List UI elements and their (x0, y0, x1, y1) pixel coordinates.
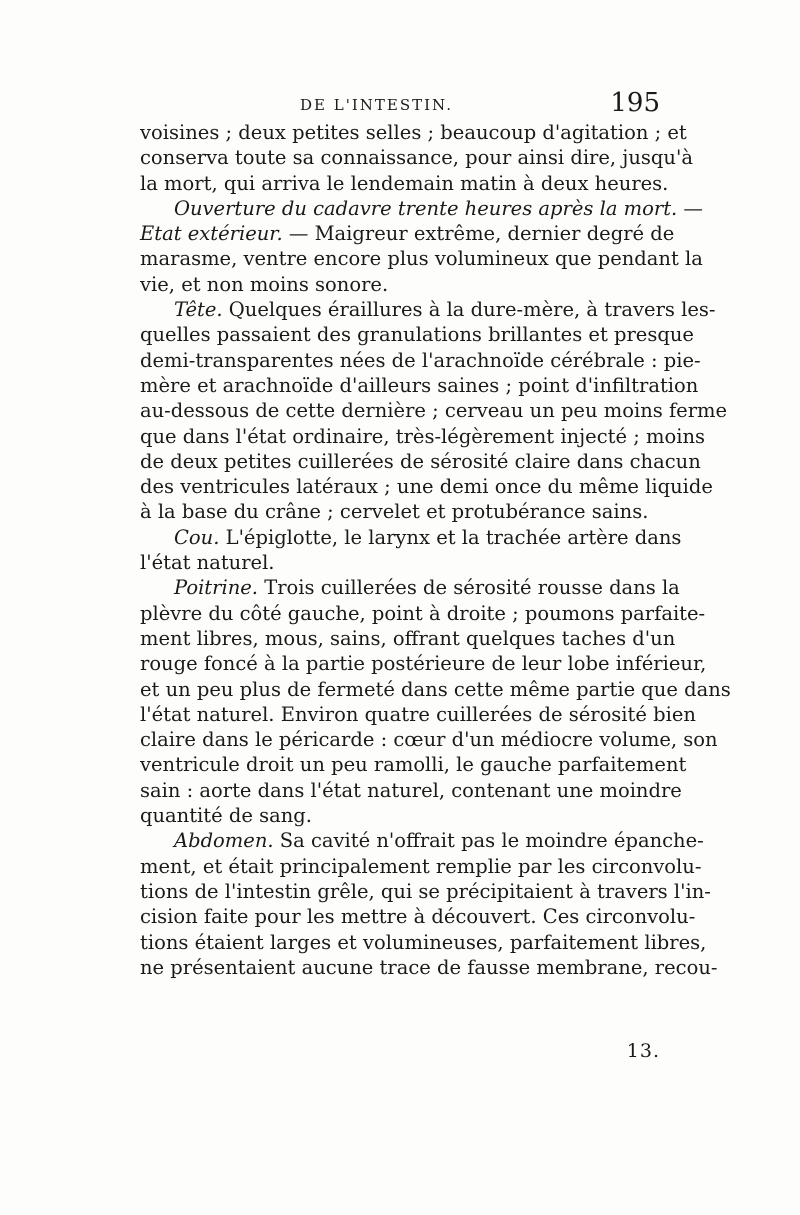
text-line (140, 752, 687, 777)
text-line (140, 879, 711, 904)
text-line (140, 651, 707, 676)
text-line (140, 373, 699, 398)
text-line (140, 601, 706, 626)
text-run: à la base du crâne ; cervelet et protubérance sains. (140, 500, 649, 524)
text-run: quelles passaient des granulations brillantes et presque (140, 323, 694, 347)
text-run: l'état naturel. (140, 551, 275, 575)
text-line (140, 525, 682, 550)
text-line (140, 272, 658, 297)
text-line (140, 145, 693, 170)
italic-heading: Abdomen. (174, 829, 274, 853)
text-run: vie, et non moins sonore. (140, 272, 389, 296)
text-line (140, 677, 731, 702)
text-run: ment, et était principalement remplie par les circonvolu- (140, 854, 702, 878)
text-run: la mort, qui arriva le lendemain matin à deux heures. (140, 171, 669, 195)
running-title: DE L'INTESTIN. (300, 96, 453, 114)
text-line (140, 297, 716, 322)
text-run: l'état naturel. Environ quatre cuillerées de sérosité bien (140, 702, 696, 726)
text-line (140, 930, 707, 955)
text-run: tions étaient larges et volumineuses, parfaitement libres, (140, 930, 707, 954)
text-run: au-dessous de cette dernière ; cerveau un peu moins ferme (140, 399, 728, 423)
text-line (140, 449, 701, 474)
text-run: demi-transparentes nées de l'arachnoïde cérébrale : pie- (140, 348, 701, 372)
text-run: tions de l'intestin grêle, qui se précipitaient à travers l'in- (140, 879, 711, 903)
text-line (140, 702, 696, 727)
text-run: rouge foncé à la partie postérieure de leur lobe inférieur, (140, 652, 707, 676)
text-run: quantité de sang. (140, 804, 312, 828)
text-line (140, 778, 682, 803)
text-run: claire dans le péricarde : cœur d'un médiocre volume, son (140, 728, 718, 752)
text-line (140, 196, 703, 221)
text-line (140, 348, 701, 373)
text-run: que dans l'état ordinaire, très-légèrement injecté ; moins (140, 424, 706, 448)
text-run: ment libres, mous, sains, offrant quelques taches d'un (140, 626, 676, 650)
text-line (140, 246, 703, 271)
text-line (140, 322, 694, 347)
text-line (140, 398, 728, 423)
body-text (140, 120, 731, 980)
text-run: marasme, ventre encore plus volumineux que pendant la (140, 247, 703, 271)
italic-heading: Etat extérieur. (140, 222, 283, 246)
page-number: 195 (610, 88, 660, 118)
text-run: voisines ; deux petites selles ; beaucoup d'agitation ; et (140, 121, 687, 144)
text-line (140, 550, 658, 575)
text-line (140, 828, 704, 853)
text-line (140, 626, 676, 651)
text-line (140, 171, 669, 196)
text-line (140, 221, 675, 246)
text-line (140, 904, 696, 929)
text-line (140, 575, 680, 600)
text-line (140, 727, 718, 752)
text-line (140, 424, 706, 449)
text-line (140, 120, 687, 145)
italic-heading: Cou. (174, 525, 220, 549)
italic-heading: Ouverture du cadavre trente heures après la mort. — (174, 196, 703, 220)
text-run: des ventricules latéraux ; une demi once du même liquide (140, 475, 713, 499)
text-run: — Maigreur extrême, dernier degré de (282, 222, 675, 246)
text-run: sain : aorte dans l'état naturel, contenant une moindre (140, 778, 682, 802)
text-run: mère et arachnoïde d'ailleurs saines ; point d'infiltration (140, 373, 699, 397)
text-run: de deux petites cuillerées de sérosité claire dans chacun (140, 449, 701, 473)
text-run: Trois cuillerées de sérosité rousse dans la (258, 576, 680, 600)
text-run: L'épiglotte, le larynx et la trachée artère dans (219, 525, 682, 549)
italic-heading: Poitrine. (174, 576, 258, 600)
text-run: plèvre du côté gauche, point à droite ; poumons parfaite- (140, 601, 706, 625)
signature-mark: 13. (626, 1040, 660, 1062)
text-run: Sa cavité n'offrait pas le moindre épanche- (273, 829, 704, 853)
text-run: et un peu plus de fermeté dans cette même partie que dans (140, 677, 731, 701)
text-line (140, 955, 718, 980)
text-run: Quelques éraillures à la dure-mère, à travers les- (222, 298, 716, 322)
text-line (140, 474, 713, 499)
text-line (140, 499, 658, 524)
text-run: conserva toute sa connaissance, pour ainsi dire, jusqu'à (140, 146, 693, 170)
text-line (140, 854, 702, 879)
text-run: ventricule droit un peu ramolli, le gauche parfaitement (140, 753, 687, 777)
italic-heading: Tête. (174, 298, 223, 322)
text-run: ne présentaient aucune trace de fausse membrane, recou- (140, 955, 718, 979)
text-run: cision faite pour les mettre à découvert. Ces circonvolu- (140, 905, 696, 929)
text-line (140, 803, 658, 828)
